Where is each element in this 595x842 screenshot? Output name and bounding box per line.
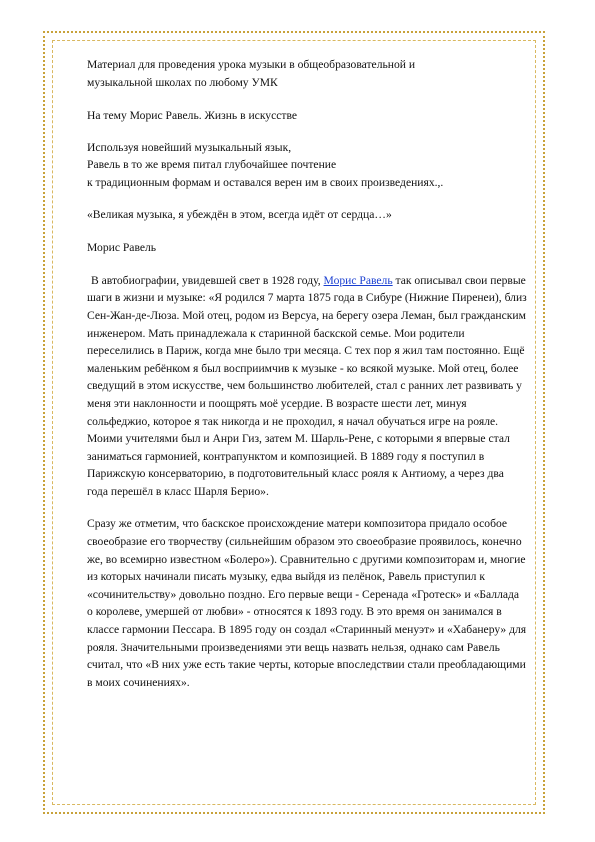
paragraph-1-start: В автобиографии, увидевшей свет в 1928 году, <box>91 273 324 287</box>
topic-heading: На тему Морис Равель. Жизнь в искусстве <box>87 109 298 123</box>
ravel-link[interactable]: Морис Равель <box>323 273 393 287</box>
quote-line-1: Используя новейший музыкальный язык, <box>87 140 292 154</box>
intro-line-1: Материал для проведения урока музыки в общеобразовательной и <box>87 58 416 71</box>
opening-quote <box>87 139 527 192</box>
quote-line-2: Равель в то же время питал глубочайшее почтение <box>87 158 337 172</box>
document-body <box>87 56 527 691</box>
paragraph-autobiography <box>87 272 527 501</box>
paragraph-basque-origin: Сразу же отметим, что баскское происхождение матери композитора придало особое своеобразие его творчеству (сильнейшим образом это своеобразие проявилось, конечно же, во всемирно известном «Болеро»). Сравнительно с другими композиторам и, многие из которых начинали писать музыку, едва выйдя из пелёнок, Равель приступил к «сочинительству» довольно поздно. Его первые вещи - Серенада «Гротеск» и «Баллада о королеве, умершей от любви» - относятся к 1893 году. В это время он занимался в классе гармонии Пессара. В 1895 году он создал «Старинный менуэт» и «Хабанеру» для рояля. Значительными произведениями эти вещь назвать нельзя, однако сам Равель считал, что «В них уже есть такие черты, которые впоследствии стали преобладающими в моих сочинениях». <box>87 517 527 689</box>
quote-line-3: к традиционным формам и оставался верен им в своих произведениях.,. <box>87 175 444 189</box>
intro-text <box>87 56 517 91</box>
paragraph-1-rest: так описывал свои первые шаги в жизни и музыке: «Я родился 7 марта 1875 года в Сибуре (Нижние Пиренеи), близ Сен-Жан-де-Люза. Мой отец, родом из Версуа, на берегу озера Леман, был гражданским инженером. Мать принадлежала к старинной баскской семье. Мои родители переселились в Париж, когда мне было три месяца. С тех пор я жил там постоянно. Ещё маленьким ребёнком я был восприимчив к музыке - ко всякой музыке. Мой отец, более сведущий в этом искусстве, чем большинство любителей, стал с ранних лет развивать у меня эти наклонности и поощрять моё усердие. В возрасте шести лет, минуя сольфеджио, которое я так никогда и не проходил, я начал обучаться игре на рояле. Моими учителями был и Анри Гиз, затем М. Шарль-Рене, с которыми я впервые стал заниматься гармонией, контрапунктом и композицией. В 1889 году я поступил в Парижскую консерваторию, в подготовительный класс рояля к Антиому, а через два года перешёл в класс Шарля Берио». <box>87 273 527 498</box>
intro-line-2: музыкальной школах по любому УМК <box>87 75 278 89</box>
epigraph-author: Морис Равель <box>87 241 157 255</box>
epigraph: «Великая музыка, я убеждён в этом, всегда идёт от сердца…» <box>87 207 392 221</box>
